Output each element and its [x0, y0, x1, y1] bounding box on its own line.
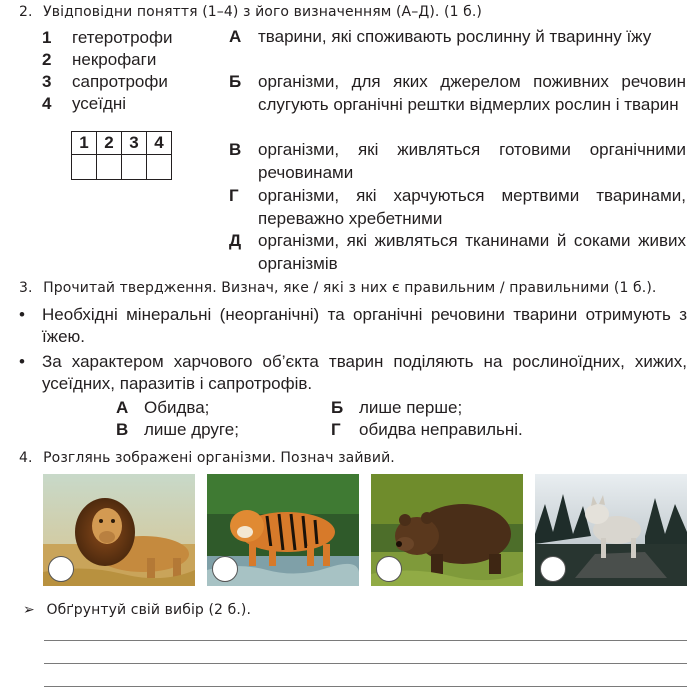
answer-circle[interactable]: [48, 556, 74, 582]
bullet-icon: •: [19, 352, 25, 371]
tiger-photo: [207, 474, 359, 586]
term-item: 4 усеїдні: [42, 94, 127, 113]
wolf-photo: [535, 474, 687, 586]
definition-item: Д організми, які живляться тканинами й соками живих організмів: [229, 231, 686, 273]
definition-item: Г організми, які харчуються мертвими тваринами, переважно хребетними: [229, 186, 686, 228]
q3-option-a[interactable]: А Обидва;: [116, 398, 210, 417]
q3-statements: [19, 304, 687, 394]
table-header-cell: 2: [97, 132, 122, 155]
q2-number: 2.: [19, 4, 33, 20]
q3-option-g[interactable]: Г обидва неправильні.: [331, 420, 523, 439]
definition-item: А тварини, які споживають рослинну й тваринну їжу: [229, 27, 652, 46]
statement-item: • За характером харчового об’єкта тварин поділяють на рослиноїдних, хижих, усеїдних, паразитів і сапротрофів.: [19, 352, 687, 393]
term-item: 1 гетеротрофи: [42, 28, 173, 47]
q3-prompt: Прочитай твердження. Визнач, яке / які з них є правильним / правильними (1 б.).: [43, 280, 657, 296]
justify-prompt: Обґрунтуй свій вибір (2 б.).: [46, 602, 251, 618]
answer-line[interactable]: [44, 640, 687, 641]
q2-heading: [19, 4, 482, 20]
answer-cell-3[interactable]: [122, 155, 147, 180]
answer-cell-2[interactable]: [97, 155, 122, 180]
table-header-cell: 3: [122, 132, 147, 155]
statement-item: • Необхідні мінеральні (неорганічні) та органічні речовини тварини отримують з їжею.: [19, 305, 687, 346]
q4-justify: [23, 602, 251, 619]
q3-number: 3.: [19, 280, 33, 296]
answer-circle[interactable]: [540, 556, 566, 582]
table-header-cell: 4: [147, 132, 172, 155]
table-header-cell: 1: [72, 132, 97, 155]
definition-item: В організми, які живляться готовими органічними речовинами: [229, 140, 686, 182]
term-item: 3 сапротрофи: [42, 72, 168, 91]
q3-option-b[interactable]: Б лише перше;: [331, 398, 463, 417]
q3-heading: [19, 280, 656, 296]
q4-heading: [19, 450, 395, 466]
q3-option-v[interactable]: В лише друге;: [116, 420, 239, 439]
q2-definitions: [229, 26, 686, 276]
lion-photo: [43, 474, 195, 586]
answer-circle[interactable]: [212, 556, 238, 582]
answer-circle[interactable]: [376, 556, 402, 582]
arrow-marker-icon: ➢: [23, 602, 35, 618]
answer-line[interactable]: [44, 686, 687, 687]
bullet-icon: •: [19, 305, 25, 324]
bear-photo: [371, 474, 523, 586]
answer-cell-1[interactable]: [72, 155, 97, 180]
answer-cell-4[interactable]: [147, 155, 172, 180]
answer-line[interactable]: [44, 663, 687, 664]
term-item: 2 некрофаги: [42, 50, 157, 69]
definition-item: Б організми, для яких джерелом поживних речовин слугують органічні рештки відмерлих рослин і тварин: [229, 72, 686, 114]
q2-prompt: Увідповідни поняття (1–4) з його визначенням (А–Д). (1 б.): [43, 4, 482, 20]
q4-number: 4.: [19, 450, 33, 466]
q2-answer-table: [71, 131, 172, 180]
q4-prompt: Розглянь зображені організми. Познач зайвий.: [43, 450, 395, 466]
q2-terms-list: [42, 27, 172, 115]
